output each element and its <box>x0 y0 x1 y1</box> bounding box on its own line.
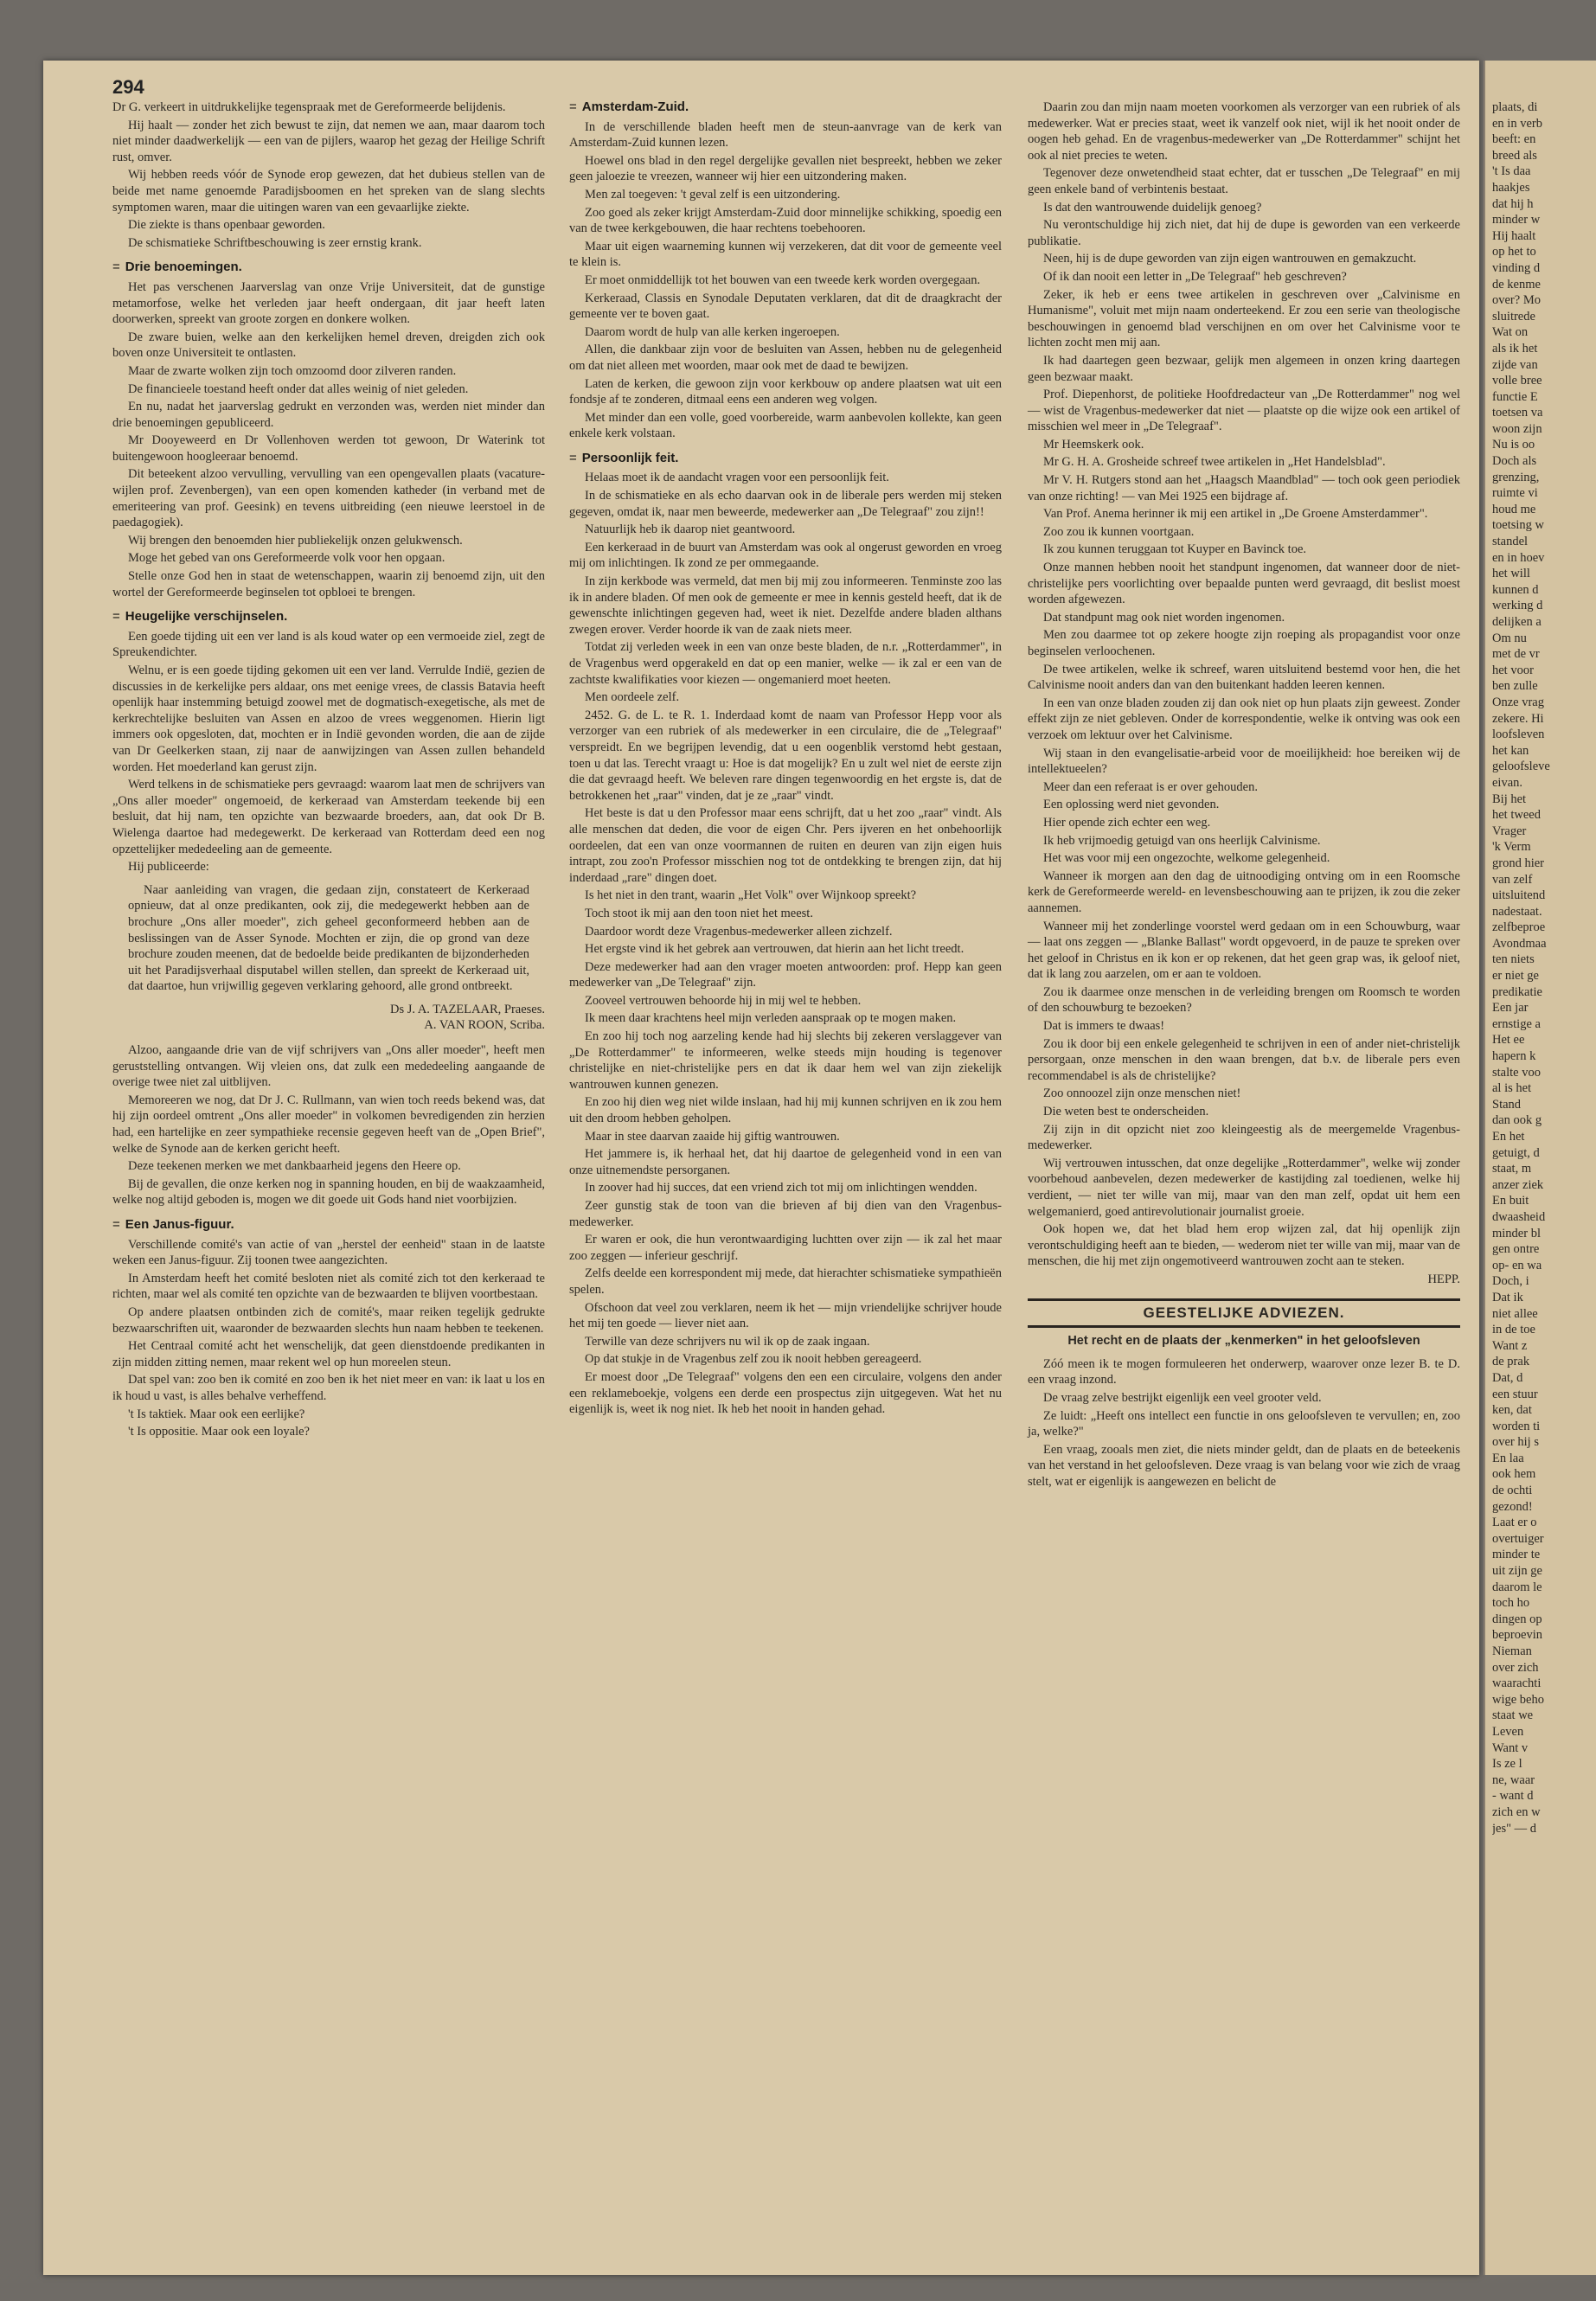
edge-line: wige beho <box>1492 1692 1544 1707</box>
edge-line: de ochti <box>1492 1484 1533 1498</box>
paragraph: Allen, die dankbaar zijn voor de besluiten van Assen, hebben nu de gelegenheid om dat niet alleen met woorden, maar ook met de daad te bewijzen. <box>569 343 1002 373</box>
edge-line: en in verb <box>1492 116 1542 131</box>
edge-line: waarachti <box>1492 1676 1542 1691</box>
paragraph: Ze luidt: „Heeft ons intellect een functie in ons geloofsleven te vervullen; en, zoo ja, welke?" <box>1028 1408 1460 1439</box>
paragraph: Deze teekenen merken we met dankbaarheid jegens den Heere op. <box>128 1159 461 1174</box>
edge-line: Leven <box>1492 1724 1524 1739</box>
edge-line: Avondmaa <box>1492 936 1547 951</box>
edge-line: - want d <box>1492 1789 1534 1804</box>
section-marker-icon: = <box>569 450 577 465</box>
edge-line: beproevin <box>1492 1628 1542 1643</box>
paragraph: Hier opende zich echter een weg. <box>1043 815 1211 830</box>
paragraph: Alzoo, aangaande drie van de vijf schrijvers van „Ons aller moeder", heeft men geruststelling ontvangen. Wij vleien ons, dat zulk een mededeeling aangaande de overige twee niet zal uitblijven. <box>112 1043 545 1090</box>
edge-line: toetsen va <box>1492 406 1543 420</box>
section-marker-icon: = <box>112 609 120 625</box>
edge-line: ne, waar <box>1492 1772 1535 1787</box>
paragraph: En nu, nadat het jaarverslag gedrukt en verzonden was, werden niet minder dan drie benoemingen gepubliceerd. <box>112 400 545 430</box>
edge-line: Nu is oo <box>1492 438 1535 452</box>
paragraph: In zijn kerkbode was vermeld, dat men bij mij zou informeeren. Tenminste zoo las ik in andere bladen. Of men ook de gemeente er mee in kennis gesteld heeft, dat ik de gewenschte inlichtingen gegeven had, weet ik niet. Dezelfde andere bladen althans zwegen erover. Verder hoorde ik van de zaak niets meer. <box>569 574 1002 637</box>
paragraph: Zoo onnoozel zijn onze menschen niet! <box>1043 1086 1241 1101</box>
edge-line: eivan. <box>1492 775 1523 790</box>
column-left <box>112 99 545 1442</box>
paragraph: Met minder dan een volle, goed voorbereide, warm aanbevolen kollekte, kan geen enkele kerk volstaan. <box>569 410 1002 441</box>
paragraph: Zeker, ik heb er eens twee artikelen in geschreven over „Calvinisme en Humanisme", voluit met mijn naam onderteekend. Er zou een serie van theologische beschouwingen in genoemd blad verschijnen en om over het Calvinisme voor te lichten zocht men mij aan. <box>1028 287 1460 350</box>
paragraph: Werd telkens in de schismatieke pers gevraagd: waarom laat men de schrijvers van „Ons aller moeder" ongemoeid, de kerkeraad van Amsterdam teekende bij een besluit, dat hij nam, ten opzichte van bezwaarde broeders, aan, dat ook Dr B. Wielenga daartoe had medegewerkt. De kerkeraad van Rotterdam deed een nog opzettelijker mededeeling aan de gemeente. <box>112 778 545 856</box>
edge-line: 'k Verm <box>1492 840 1531 855</box>
edge-line: Bij het <box>1492 792 1527 806</box>
edge-line: dwaasheid <box>1492 1209 1546 1224</box>
paragraph: Wij staan in den evangelisatie-arbeid voor de moeilijkheid: hoe bereiken wij de intellektueelen? <box>1028 746 1460 777</box>
paragraph: De zware buien, welke aan den kerkelijken hemel dreven, dreigden zich ook boven onze Universiteit te ontlasten. <box>112 330 545 361</box>
edge-line: Om nu <box>1492 631 1527 645</box>
paragraph: Wanneer mij het zonderlinge voorstel werd gedaan om in een Schouwburg, waar — laat ons zeggen — „Blanke Ballast" wordt opgevoerd, in de pauze te spreken over het geloof in Christus en ik kon er op rekenen, dat het geen grap was, ik geloof niet, dat ik lang zou aarzelen, om er aan te voldoen. <box>1028 919 1460 982</box>
edge-line: Hij haalt <box>1492 228 1536 243</box>
article-subheading: Het recht en de plaats der „kenmerken" in het geloofsleven <box>1067 1334 1420 1349</box>
paragraph: Zij zijn in dit opzicht niet zoo kleingeestig als de meergemelde Vragenbus-medewerker. <box>1028 1122 1460 1153</box>
edge-line: een stuur <box>1492 1387 1538 1401</box>
paragraph: Ofschoon dat veel zou verklaren, neem ik het — mijn vriendelijke schrijver houde het mij ten goede — liever niet aan. <box>569 1300 1002 1331</box>
edge-line: Want v <box>1492 1740 1529 1755</box>
edge-line: uit zijn ge <box>1492 1564 1542 1579</box>
edge-line: van zelf <box>1492 872 1533 887</box>
edge-line: functie E <box>1492 389 1538 404</box>
paragraph: Of ik dan nooit een letter in „De Telegraaf" heb geschreven? <box>1043 269 1347 284</box>
adjacent-page-edge <box>1484 61 1596 2275</box>
edge-line: Een jar <box>1492 1001 1529 1016</box>
paragraph: Daarom wordt de hulp van alle kerken ingeroepen. <box>585 324 840 339</box>
paragraph: Is dat den wantrouwende duidelijk genoeg? <box>1043 200 1262 215</box>
heading-text: Heugelijke verschijnselen. <box>125 609 288 625</box>
paragraph: In Amsterdam heeft het comité besloten niet als comité zich tot den kerkeraad te richten, maar wel als comité ten opzichte van de bezwaarden te blijven voortbestaan. <box>112 1271 545 1302</box>
paragraph: Maar in stee daarvan zaaide hij giftig wantrouwen. <box>585 1129 840 1144</box>
edge-line: predikatie <box>1492 984 1542 999</box>
edge-line: minder bl <box>1492 1226 1541 1240</box>
paragraph: Wij brengen den benoemden hier publiekelijk onzen gelukwensch. <box>128 533 463 548</box>
page-number: 294 <box>112 76 144 98</box>
edge-line: Dat, d <box>1492 1370 1523 1385</box>
paragraph: Maar uit eigen waarneming kunnen wij verzekeren, dat dit voor de gemeente veel te klein is. <box>569 239 1002 270</box>
paragraph: Het was voor mij een ongezochte, welkome gelegenheid. <box>1043 851 1330 866</box>
paragraph: Neen, hij is de dupe geworden van zijn eigen wantrouwen en gemakzucht. <box>1043 252 1417 266</box>
heading-text: Een Janus-figuur. <box>125 1217 234 1232</box>
edge-line: met de vr <box>1492 647 1540 662</box>
edge-line: toetsing w <box>1492 518 1545 533</box>
column-right <box>1028 99 1460 1492</box>
paragraph: Mr Heemskerk ook. <box>1043 437 1144 452</box>
edge-line: standel <box>1492 535 1529 549</box>
paragraph: Laten de kerken, die gewoon zijn voor kerkbouw op andere plaatsen wat uit een fondsje af te zonderen, ditmaal eens een anderen weg volgen. <box>569 376 1002 407</box>
paragraph: Ik meen daar krachtens heel mijn verleden aanspraak op te mogen maken. <box>585 1011 957 1026</box>
edge-line: hapern k <box>1492 1049 1536 1064</box>
paragraph: In zoover had hij succes, dat een vriend zich tot mij om inlichtingen wendden. <box>585 1181 977 1195</box>
paragraph: Deze medewerker had aan den vrager moeten antwoorden: prof. Hepp kan geen medewerker van „De Telegraaf" zijn. <box>569 959 1002 990</box>
paragraph: Tegenover deze onwetendheid staat echter, dat er tusschen „De Telegraaf" en mij geen enkele band of verbintenis bestaat. <box>1028 166 1460 196</box>
edge-line: uitsluitend <box>1492 888 1546 903</box>
edge-line: op- en wa <box>1492 1258 1542 1272</box>
edge-line: niet allee <box>1492 1306 1538 1321</box>
section-heading <box>112 260 545 276</box>
edge-line: de prak <box>1492 1355 1530 1369</box>
paragraph: Van Prof. Anema herinner ik mij een artikel in „De Groene Amsterdammer". <box>1043 507 1428 522</box>
edge-line: Is ze l <box>1492 1757 1522 1772</box>
edge-line: daarom le <box>1492 1580 1542 1594</box>
edge-line: over? Mo <box>1492 293 1541 308</box>
paragraph: Het beste is dat u den Professor maar eens schrijft, dat u het zoo „raar" vindt. Als alle menschen dat deden, die voor de eigen Chr. Pers ijveren en het onbehoorlijk oordeelen, dat een van onze voormannen de ruiten en deuren van zijn eigen huis intrapt, zou zoo'n Professor misschien nog tot de ontdekking te brengen zijn, dat hij inderdaad „rare" dingen doet. <box>569 806 1002 885</box>
edge-line: kunnen d <box>1492 582 1539 597</box>
edge-line: Wat on <box>1492 325 1529 340</box>
edge-line: vinding d <box>1492 260 1541 275</box>
paragraph: Helaas moet ik de aandacht vragen voor een persoonlijk feit. <box>585 471 889 485</box>
edge-line: het will <box>1492 567 1530 581</box>
signature <box>112 1002 545 1034</box>
paragraph: Een goede tijding uit een ver land is als koud water op een vermoeide ziel, zegt de Spreukendichter. <box>112 629 545 660</box>
paragraph: Op dat stukje in de Vragenbus zelf zou ik nooit hebben gereageerd. <box>585 1352 922 1367</box>
edge-line: zekere. Hi <box>1492 711 1544 726</box>
paragraph: Zelfs deelde een korrespondent mij mede, dat hierachter schismatieke sympathieën spelen. <box>569 1266 1002 1297</box>
paragraph: Een kerkeraad in de buurt van Amsterdam was ook al ongerust geworden en vroeg mij om inlichtingen. Ik zond ze per ommegaande. <box>569 540 1002 571</box>
paragraph: Bij de gevallen, die onze kerken nog in spanning houden, en bij de waakzaamheid, welke nog altijd geboden is, mogen we dit goede uit Gods hand niet voorbijzien. <box>112 1176 545 1208</box>
adjacent-page-text <box>1492 99 1596 1836</box>
paragraph: Totdat zij verleden week in een van onze beste bladen, de n.r. „Rotterdammer", in de Vragenbus werd opgerakeld en dat op een manier, welke — ik zal er een van de zachtste kwalifikaties voor kiezen — ongemanierd moet heeten. <box>569 640 1002 687</box>
edge-line: Onze vrag <box>1492 695 1544 709</box>
edge-line: minder te <box>1492 1548 1541 1562</box>
paragraph: De vraag zelve bestrijkt eigenlijk een veel grooter veld. <box>1043 1390 1322 1405</box>
paragraph: Die weten best te onderscheiden. <box>1043 1105 1209 1119</box>
paragraph: Moge het gebed van ons Gereformeerde volk voor hen opgaan. <box>128 551 445 566</box>
edge-line: woon zijn <box>1492 421 1542 436</box>
paragraph: Op andere plaatsen ontbinden zich de comité's, maar reiken tegelijk gedrukte bezwaarschriften uit, waaronder de bezwaarden slechts hun naam hebben te teekenen. <box>112 1304 545 1336</box>
paragraph: Dit beteekent alzoo vervulling, vervulling van een opengevallen plaats (vacature-wijlen prof. Zevenbergen), van een open komenden katheder (in verband met de emeriteering van prof. Geesink) en tevens uitbreiding (een nieuwe leerstoel in de paedagogiek). <box>112 467 545 530</box>
edge-line: 't Is daa <box>1492 164 1531 179</box>
edge-line: loofsleven <box>1492 727 1545 742</box>
paragraph: In een van onze bladen zouden zij dan ook niet op hun plaats zijn geweest. Zonder effekt zijn ze niet gebleven. Onder de korrespondentie, welke ik ontving was ook een verzoek om lektuur over het Calvinisme. <box>1028 695 1460 742</box>
edge-line: Stand <box>1492 1097 1522 1112</box>
paragraph: Maar de zwarte wolken zijn toch omzoomd door zilveren randen. <box>128 363 457 378</box>
paragraph: Natuurlijk heb ik daarop niet geantwoord. <box>585 522 796 537</box>
edge-line: Vrager <box>1492 824 1527 838</box>
newspaper-page <box>43 61 1479 2275</box>
edge-line: in de toe <box>1492 1323 1535 1337</box>
paragraph: Zoo zou ik kunnen voortgaan. <box>1043 524 1195 539</box>
paragraph: 't Is taktiek. Maar ook een eerlijke? <box>128 1407 305 1421</box>
edge-line: werking d <box>1492 599 1543 613</box>
edge-line: Doch, i <box>1492 1274 1529 1289</box>
paragraph: Nu verontschuldige hij zich niet, dat hij de dupe is geworden van een verkeerde publikatie. <box>1028 218 1460 248</box>
paragraph: Ook hopen we, dat het blad hem erop wijzen zal, dat hij openlijk zijn verontschuldiging heeft aan te bieden, — wederom niet ter wille van mij, maar van de menschen, die hij met zijn ongemotiveerd wantrouwen zocht aan te steken. <box>1028 1222 1460 1269</box>
edge-line: staat, m <box>1492 1162 1532 1176</box>
edge-line: de kenme <box>1492 277 1541 292</box>
edge-line: En buit <box>1492 1194 1529 1208</box>
edge-line: ben zulle <box>1492 679 1538 694</box>
quoted-statement: Naar aanleiding van vragen, die gedaan zijn, constateert de Kerkeraad opnieuw, dat al onze predikanten, ook zij, die medegewerkt hebben aan de brochure „Ons aller moeder", zich geheel geconformeerd hebben aan de beslissingen van de Asser Synode. Mochten er zijn, die op grond van deze brochure zouden meenen, dat de bedoelde beide predikanten de bijzonderheden uit het Paradijsverhaal disputabel willen stellen, dan spreekt de Kerkeraad uit, dat daartoe, hun vrijwillig gegeven verklaring gehoord, alle grond ontbreekt. <box>128 882 529 994</box>
edge-line: gen ontre <box>1492 1242 1540 1257</box>
edge-line: als ik het <box>1492 341 1538 356</box>
edge-line: sluitrede <box>1492 309 1535 324</box>
paragraph: Het ergste vind ik het gebrek aan vertrouwen, dat hierin aan het licht treedt. <box>585 942 965 957</box>
paragraph: 't Is oppositie. Maar ook een loyale? <box>128 1425 310 1439</box>
paragraph: Een vraag, zooals men ziet, die niets minder geldt, dan de plaats en de beteekenis van het verstand in het geloofsleven. Deze vraag is van belang voor wie zich de vraag stelt, wat er eigenlijk is aangewezen en belicht de <box>1028 1442 1460 1489</box>
edge-line: Nieman <box>1492 1644 1532 1658</box>
edge-line: haakjes <box>1492 180 1530 195</box>
paragraph: En zoo hij dien weg niet wilde inslaan, had hij mij kunnen schrijven en ik zou hem uit den droom hebben geholpen. <box>569 1095 1002 1126</box>
edge-line: houd me <box>1492 502 1536 516</box>
section-heading <box>569 451 1002 467</box>
paragraph: Men zal toegeven: 't geval zelf is een uitzondering. <box>585 187 841 202</box>
paragraph: Onze mannen hebben nooit het standpunt ingenomen, dat wanneer door de niet-christelijke pers voorlichting over bepaalde punten werd gevraagd, dit beslist moest worden afgewezen. <box>1028 561 1460 607</box>
edge-line: plaats, di <box>1492 100 1538 114</box>
edge-line: het voor <box>1492 663 1534 677</box>
paragraph: Ik zou kunnen teruggaan tot Kuyper en Bavinck toe. <box>1043 542 1307 557</box>
paragraph: Terwille van deze schrijvers nu wil ik op de zaak ingaan. <box>585 1334 870 1349</box>
edge-line: dat hij h <box>1492 196 1534 211</box>
paragraph: Die ziekte is thans openbaar geworden. <box>128 218 325 233</box>
edge-line: delijken a <box>1492 615 1542 629</box>
edge-line: ernstige a <box>1492 1016 1541 1031</box>
edge-line: zich en w <box>1492 1804 1541 1819</box>
section-marker-icon: = <box>569 99 577 114</box>
paragraph: Mr Dooyeweerd en Dr Vollenhoven werden tot gewoon, Dr Waterink tot buitengewoon hoogleeraar benoemd. <box>112 433 545 464</box>
edge-line: breed als <box>1492 148 1537 163</box>
paragraph: Het Centraal comité acht het wenschelijk, dat geen dienstdoende predikanten in zijn midden zitting nemen, maar rekent wel op hun moreelen steun. <box>112 1339 545 1369</box>
edge-line: ken, dat <box>1492 1403 1532 1418</box>
paragraph: Daarin zou dan mijn naam moeten voorkomen als verzorger van een rubriek of als medewerker. Wat er precies staat, weet ik vanzelf ook niet, wijl ik het nooit onder de oogen heb gehad. En de vragenbus-medewerker van „De Rotterdammer" schijnt het ook al niet precies te weten. <box>1028 100 1460 163</box>
edge-line: beeft: en <box>1492 132 1536 147</box>
section-heading <box>112 609 545 625</box>
edge-line: het tweed <box>1492 808 1541 823</box>
edge-line: Want z <box>1492 1338 1528 1353</box>
edge-line: Doch als <box>1492 454 1537 469</box>
heading-text: Amsterdam-Zuid. <box>581 99 689 114</box>
paragraph: In de verschillende bladen heeft men de steun-aanvrage van de kerk van Amsterdam-Zuid kunnen lezen. <box>569 119 1002 151</box>
section-banner: GEESTELIJKE ADVIEZEN. <box>1028 1298 1460 1329</box>
paragraph: Er waren er ook, die hun verontwaardiging luchtten over zijn — ik zal het maar zoo zeggen — inferieur geschrijf. <box>569 1233 1002 1263</box>
paragraph: In de schismatieke en als echo daarvan ook in de liberale pers werden mij steken gegeven, omdat ik, naar men beweerde, medewerker aan „De Telegraaf" zou zijn!! <box>569 489 1002 519</box>
edge-line: er niet ge <box>1492 969 1539 984</box>
paragraph: Prof. Diepenhorst, de politieke Hoofdredacteur van „De Rotterdammer" nog wel — wist de Vragenbus-medewerker dat niet — plaatste op die wijze ook een artikel of misschien wel meer in „De Telegraaf". <box>1028 388 1460 434</box>
edge-line: volle bree <box>1492 374 1542 388</box>
edge-line: zijde van <box>1492 357 1538 372</box>
edge-line: zelfbeproe <box>1492 920 1546 935</box>
edge-line: op het to <box>1492 245 1536 260</box>
edge-line: anzer ziek <box>1492 1177 1544 1192</box>
edge-line: geloofsleve <box>1492 760 1550 774</box>
section-marker-icon: = <box>112 260 120 275</box>
paragraph: Hij publiceerde: <box>128 860 209 875</box>
edge-line: getuigt, d <box>1492 1145 1540 1160</box>
paragraph: Mr G. H. A. Grosheide schreef twee artikelen in „Het Handelsblad". <box>1043 455 1386 470</box>
paragraph: Is het niet in den trant, waarin „Het Volk" over Wijnkoop spreekt? <box>585 888 917 903</box>
edge-line: staat we <box>1492 1708 1534 1723</box>
paragraph: Er moet onmiddellijk tot het bouwen van een tweede kerk worden overgegaan. <box>585 272 981 287</box>
column-middle <box>569 99 1002 1420</box>
edge-line: Dat ik <box>1492 1290 1523 1304</box>
edge-line: En het <box>1492 1130 1525 1144</box>
paragraph: Hoewel ons blad in den regel dergelijke gevallen niet bespreekt, hebben we zeker geen jaloezie te vreezen, wanneer wij hier een uitzondering maken. <box>569 153 1002 184</box>
paragraph: De schismatieke Schriftbeschouwing is zeer ernstig krank. <box>128 235 422 250</box>
edge-line: dan ook g <box>1492 1113 1542 1128</box>
paragraph: Een oplossing werd niet gevonden. <box>1043 798 1220 812</box>
section-heading <box>112 1217 545 1234</box>
heading-text: Drie benoemingen. <box>125 260 242 275</box>
paragraph: En zoo hij toch nog aarzeling kende had hij slechts bij zekeren verslaggever van „De Rotterdammer" te informeeren, welke steeds mijn houding is tegenover christelijke en niet-christelijke pers en dat ik daar hem wel van zijn ziekelijk wantrouwen kunnen genezen. <box>569 1029 1002 1092</box>
paragraph: Zou ik daarmee onze menschen in de verleiding brengen om Roomsch te worden of den schouwburg te bezoeken? <box>1028 984 1460 1016</box>
edge-line: Het ee <box>1492 1033 1525 1048</box>
paragraph: Er moest door „De Telegraaf" volgens den een een circulaire, volgens den ander een reklameboekje, volgens een derde een prospectus zijn uitgegeven. Wat het nu eigenlijk is, weet ik nog niet. Ik heb het nooit in handen gehad. <box>569 1369 1002 1417</box>
paragraph: Ik heb vrijmoedig getuigd van ons heerlijk Calvinisme. <box>1043 833 1321 848</box>
paragraph: Daardoor wordt deze Vragenbus-medewerker alleen zichzelf. <box>585 924 893 939</box>
paragraph: Dat spel van: zoo ben ik comité en zoo ben ik het niet meer en van: ik laat u los en ik houd u vast, is alles behalve verheffend. <box>112 1373 545 1403</box>
paragraph: Men oordeele zelf. <box>585 690 680 705</box>
edge-line: dingen op <box>1492 1612 1542 1626</box>
edge-line: over zich <box>1492 1660 1539 1675</box>
paragraph: Zeer gunstig stak de toon van die brieven af bij dien van den Vragenbus-medewerker. <box>569 1199 1002 1229</box>
paragraph: Hij haalt — zonder het zich bewust te zijn, dat nemen we aan, maar daarom toch niet minder daadwerkelijk — een van de pijlers, waarop het gezag der Heilige Schrift rust, omver. <box>112 118 545 164</box>
paragraph: Wanneer ik morgen aan den dag de uitnoodiging ontving om in een Roomsche kerk de Gereformeerde wereld- en levensbeschouwing aan te prijzen, ik zou die zeker aannemen. <box>1028 868 1460 915</box>
edge-line: al is het <box>1492 1081 1532 1096</box>
section-marker-icon: = <box>112 1217 120 1232</box>
edge-line: het kan <box>1492 743 1529 758</box>
edge-line: grenzing, <box>1492 470 1540 484</box>
edge-line: gezond! <box>1492 1499 1533 1514</box>
paragraph: Memoreeren we nog, dat Dr J. C. Rullmann, van wien toch reeds bekend was, dat hij zijn oordeel omtrent „Ons aller moeder" in volkomen bevredigenden zin herzien had, een hartelijke en zeer sympathieke recensie gegeven heeft van de „Open Brief", welke de Synode aan de kerken gericht heeft. <box>112 1093 545 1156</box>
paragraph: Ik had daartegen geen bezwaar, gelijk men algemeen in onzen kring daartegen geen bezwaar maakt. <box>1028 353 1460 384</box>
signature-line: Ds J. A. TAZELAAR, Praeses. <box>389 1002 545 1016</box>
paragraph: Zoo goed als zeker krijgt Amsterdam-Zuid door minnelijke schikking, spoedig een van de twee kerkgebouwen, die haar rechtens toebehooren. <box>569 205 1002 236</box>
paragraph: Wij hebben reeds vóór de Synode erop gewezen, dat het dubieus stellen van de beide met name genoemde Paradijsboomen en het spreken van de slang slechts symptomen waren, maar die uitingen waren van een gevaarlijke ziekte. <box>112 168 545 215</box>
paragraph: Dat standpunt mag ook niet worden ingenomen. <box>1043 610 1285 625</box>
paragraph: Welnu, er is een goede tijding gekomen uit een ver land. Verrulde Indië, gezien de discussies in de kerkelijke pers aldaar, ons met eenige vrees, de classis Batavia heeft openlijk haar instemming betuigd zoowel met de dogmatisch-exegetische, als met de kerkrechtelijke besluiten van Assen en alzoo de vrees weggenomen. Hierin ligt immers ook opgesloten, dat, mochten er in Indië gevonden worden, die aan de zijde van Dr Geelkerken staan, zij naar de aanwijzingen van Assen zullen behandeld worden. Het moederland kan gerust zijn. <box>112 663 545 774</box>
paragraph: Zou ik door bij een enkele gelegenheid te schrijven in een of ander niet-christelijk persorgaan, onze menschen in den waan brengen, dat b.v. de liberale pers even recommendabel is als de christelijke? <box>1028 1036 1460 1083</box>
paragraph: Het jammere is, ik herhaal het, dat hij daartoe de gelegenheid vond in een van onze uitnemendste persorganen. <box>569 1147 1002 1177</box>
paragraph: Zóó meen ik te mogen formuleeren het onderwerp, waarover onze lezer B. te D. een vraag inzond. <box>1028 1356 1460 1388</box>
paragraph: Mr V. H. Rutgers stond aan het „Haagsch Maandblad" — toch ook geen periodiek van onze richting! — van Mei 1925 een bijdrage af. <box>1028 473 1460 503</box>
paragraph: 2452. G. de L. te R. 1. Inderdaad komt de naam van Professor Hepp voor als verzorger van een rubriek of als medewerker in een circulaire, die de „Telegraaf" verspreidt. En we begrijpen levendig, dat u een oogenblik verstomd hebt gestaan, toen u dat las. Terecht vraagt u: Hoe is dat mogelijk? En u zult wel niet de eerste zijn die dat gevraagd heeft. We beleven rare dingen tegenwoordig en het ergste is, dat de betrokkenen het „raar" vinden, dat je ze „raar" vindt. <box>569 708 1002 803</box>
paragraph: Dr G. verkeert in uitdrukkelijke tegenspraak met de Gereformeerde belijdenis. <box>112 100 506 114</box>
paragraph: Dat is immers te dwaas! <box>1043 1019 1165 1034</box>
edge-line: stalte voo <box>1492 1065 1541 1080</box>
paragraph: Meer dan een referaat is er over gehouden. <box>1043 779 1258 794</box>
edge-line: ten niets <box>1492 952 1535 967</box>
edge-line: overtuiger <box>1492 1531 1544 1546</box>
paragraph: De financieele toestand heeft onder dat alles weinig of niet geleden. <box>128 381 469 396</box>
paragraph: De twee artikelen, welke ik schreef, waren uitsluitend bestemd voor hen, die het Calvinisme nooit anders dan van den buitenkant hadden leeren kennen. <box>1028 662 1460 693</box>
paragraph: Stelle onze God hen in staat de wetenschappen, waarin zij benoemd zijn, uit den wortel der Gereformeerde beginselen tot opbloei te brengen. <box>112 569 545 599</box>
heading-text: Persoonlijk feit. <box>581 450 679 465</box>
paragraph: Verschillende comité's van actie of van „herstel der eenheid" staan in de laatste weken een Janus-figuur. Zij toonen twee aangezichten. <box>112 1237 545 1268</box>
paragraph: Toch stoot ik mij aan den toon niet het meest. <box>585 906 813 920</box>
edge-line: minder w <box>1492 213 1541 228</box>
edge-line: nadestaat. <box>1492 904 1542 919</box>
paragraph: Men zou daarmee tot op zekere hoogte zijn roeping als propagandist voor onze beginselen verloochenen. <box>1028 628 1460 658</box>
paragraph: Wij vertrouwen intusschen, dat onze degelijke „Rotterdammer", welke wij zonder voorbehoud aanbevelen, dezen medewerker de kastijding zal toedienen, welke hij verdient, — niet ter wille van mij, maar van den man zelf, opdat uit hem een welgemanierd, goed antirevolutionair journalist groeie. <box>1028 1156 1460 1219</box>
paragraph: Kerkeraad, Classis en Synodale Deputaten verklaren, dat dit de draagkracht der gemeente ver te boven gaat. <box>569 291 1002 322</box>
edge-line: en in hoev <box>1492 550 1545 565</box>
edge-line: over hij s <box>1492 1435 1539 1450</box>
edge-line: En laa <box>1492 1451 1524 1465</box>
edge-line: ook hem <box>1492 1467 1536 1482</box>
paragraph: Zooveel vertrouwen behoorde hij in mij wel te hebben. <box>585 993 862 1008</box>
edge-line: worden ti <box>1492 1419 1541 1433</box>
author-signature: HEPP. <box>1427 1272 1460 1286</box>
edge-line: toch ho <box>1492 1596 1530 1611</box>
edge-line: Laat er o <box>1492 1516 1537 1530</box>
edge-line: jes" — d <box>1492 1821 1537 1836</box>
section-heading <box>569 99 1002 116</box>
edge-line: ruimte vi <box>1492 486 1538 501</box>
paragraph: Het pas verschenen Jaarverslag van onze Vrije Universiteit, dat de gunstige metamorfose, welke het verleden jaar heeft ondergaan, dit jaar heeft laten doorwerken, spreekt van groote zorgen en donkere wolken. <box>112 279 545 327</box>
signature-line: A. VAN ROON, Scriba. <box>424 1018 545 1033</box>
edge-line: grond hier <box>1492 856 1544 870</box>
